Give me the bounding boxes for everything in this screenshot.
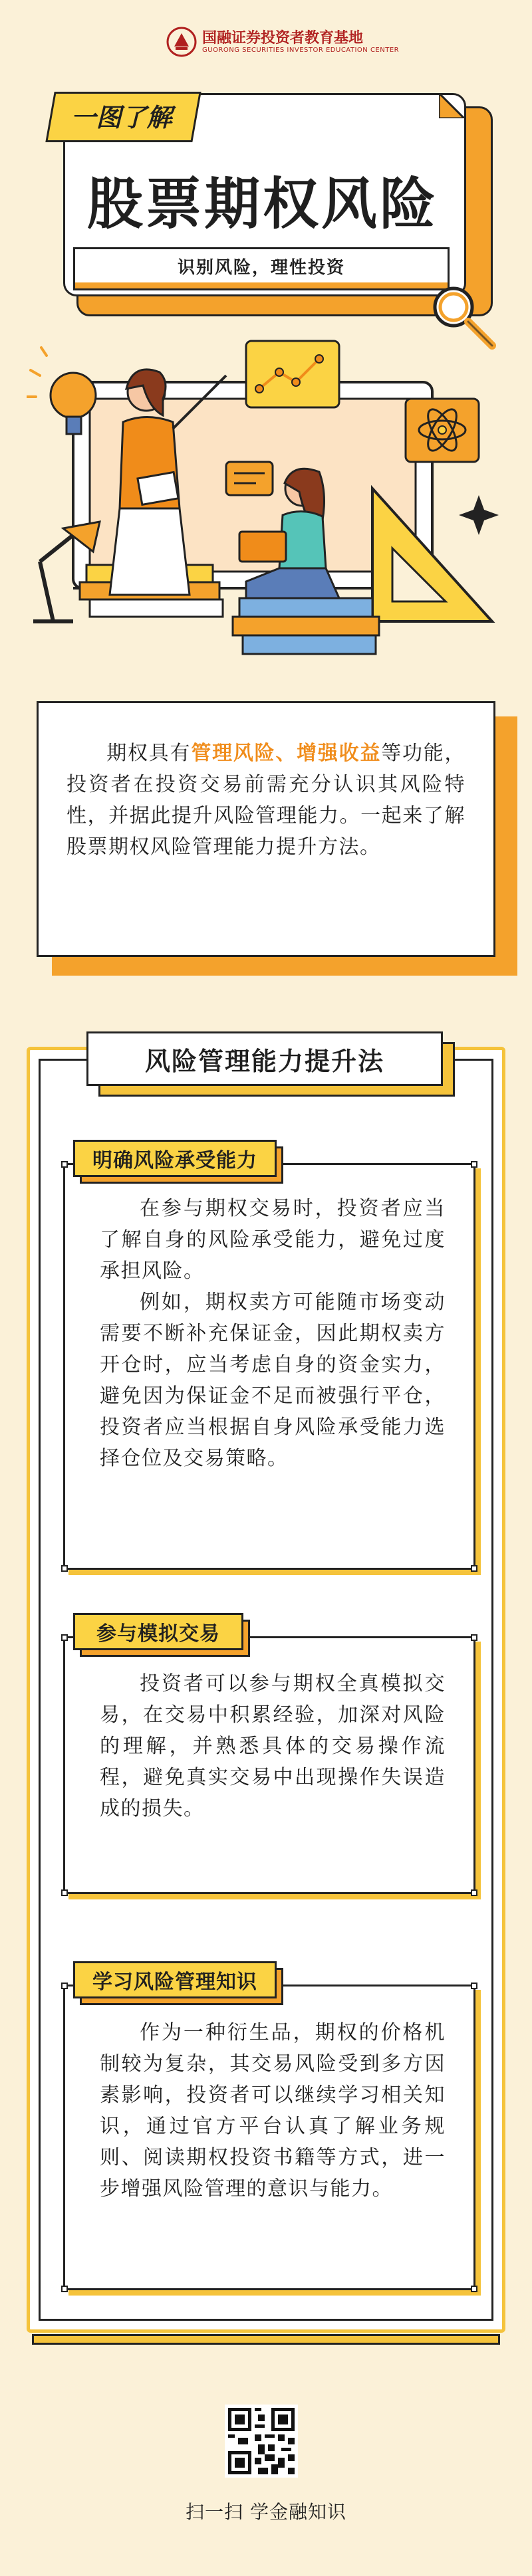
page-fold-icon [439,93,464,118]
method-label-1: 明确风险承受能力 [73,1140,277,1177]
intro-highlight: 管理风险、增强收益 [191,742,382,765]
method-3-paragraph-1: 作为一种衍生品，期权的价格机制较为复杂，其交易风险受到多方因素影响，投资者可以继续学习相关知识，通过官方平台认真了解业务规则、阅读期权投资书籍等方式，进一步增强风险管理的意识与能力。 [100,2021,446,2200]
method-text-1 [100,1193,446,1474]
section-heading: 风险管理能力提升法 [86,1031,443,1086]
org-name: 国融证券投资者教育基地 [202,29,364,47]
page-subtitle: 识别风险，理性投资 [73,247,450,284]
intro-text-after: 等功能，投资者在投资交易前需充分认识其风险特性，并据此提升风险管理能力。一起来了解股票期权风险管理能力提升方法。 [66,742,466,859]
title-tag: 一图了解 [70,102,172,132]
org-name-en: GUORONG SECURITIES INVESTOR EDUCATION CENTER [202,47,400,54]
qr-code-icon[interactable] [225,2405,298,2478]
intro-text [66,738,466,863]
page-title: 股票期权风险 [86,171,438,237]
org-logo-icon [166,27,197,57]
method-label-3: 学习风险管理知识 [73,1961,277,1998]
method-1-paragraph-1: 在参与期权交易时，投资者应当了解自身的风险承受能力，避免过度承担风险。 [100,1197,446,1283]
method-text-2 [100,1668,446,1824]
intro-text-before: 期权具有 [106,742,192,765]
method-2-paragraph-1: 投资者可以参与期权全真模拟交易，在交易中积累经验，加深对风险的理解，并熟悉具体的交易操作流程，避免真实交易中出现操作失误造成的损失。 [100,1672,446,1820]
method-text-3 [100,2017,446,2204]
investors-studying-illustration [27,336,505,695]
org-logo [166,24,400,64]
method-label-2: 参与模拟交易 [73,1613,243,1650]
methods-frame-bottom [32,2334,500,2345]
method-1-paragraph-2: 例如，期权卖方可能随市场变动需要不断补充保证金，因此期权卖方开仓时，应当考虑自身的资金实力，避免因为保证金不足而被强行平仓，投资者应当根据自身风险承受能力选择仓位及交易策略。 [100,1291,446,1470]
qr-caption: 扫一扫 学金融知识 [186,2501,346,2523]
